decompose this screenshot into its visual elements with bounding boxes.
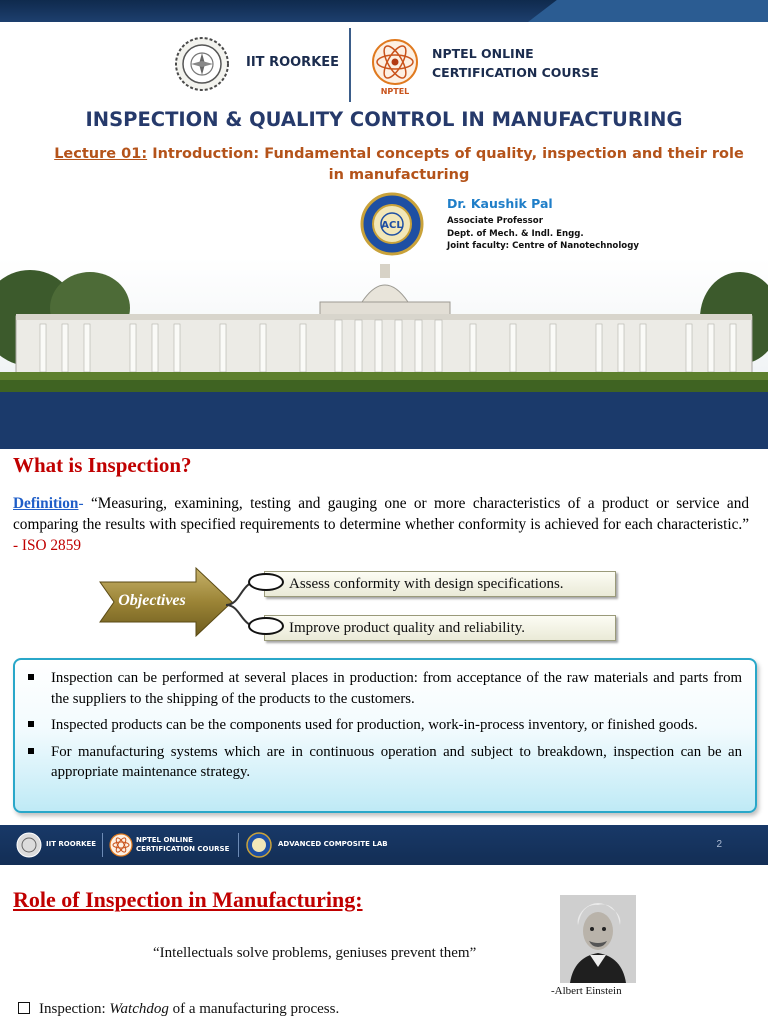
nptel-footer-logo-icon	[108, 832, 134, 858]
lecture-title: Introduction: Fundamental concepts of quality, inspection and their role in manufacturing	[152, 146, 744, 183]
inspection-facts-panel	[13, 658, 757, 813]
objective-item	[264, 615, 616, 641]
professor-title: Associate Professor	[447, 216, 543, 226]
nptel-logo-icon	[366, 36, 424, 96]
nptel-line-2: CERTIFICATION COURSE	[432, 65, 599, 80]
square-bullet-icon	[28, 674, 34, 680]
iso-reference: - ISO 2859	[13, 537, 81, 554]
objective-text: Improve product quality and reliability.	[289, 620, 526, 636]
quote-attribution: -Albert Einstein	[551, 985, 622, 997]
objective-bullet-oval	[248, 617, 284, 635]
footer-separator	[238, 833, 239, 857]
iit-roorkee-footer-logo-icon	[16, 832, 42, 858]
advanced-composite-lab-badge-icon	[352, 192, 432, 256]
slide-title: Role of Inspection in Manufacturing:	[13, 887, 363, 912]
footer-nptel-line-2: CERTIFICATION COURSE	[136, 845, 230, 853]
checkbox-bullet-icon	[18, 1002, 30, 1014]
role-bullet-suffix: of a manufacturing process.	[168, 1001, 340, 1017]
objective-text: Assess conformity with design specifications.	[289, 576, 564, 592]
acl-footer-logo-icon	[246, 832, 272, 858]
logo-row	[0, 28, 768, 104]
list-item	[27, 668, 742, 709]
title-slide-bottom-band	[0, 392, 768, 449]
einstein-quote: “Intellectuals solve problems, geniuses prevent them”	[153, 945, 477, 961]
square-bullet-icon	[28, 748, 34, 754]
page-number: 2	[716, 839, 722, 850]
bullet-text: For manufacturing systems which are in continuous operation and subject to breakdown, inspection can be an appropriate maintenance strategy.	[51, 743, 742, 780]
badge-text: ACL	[381, 220, 403, 231]
top-band-accent	[528, 0, 768, 22]
definition-paragraph	[13, 493, 749, 556]
list-item	[27, 715, 742, 736]
main-building-image	[0, 258, 768, 394]
square-bullet-icon	[28, 721, 34, 727]
objective-bullet-oval	[248, 573, 284, 591]
objective-item	[264, 571, 616, 597]
bullet-text: Inspected products can be the components used for production, work-in-process inventory, or finished goods.	[51, 717, 698, 733]
role-of-inspection-slide	[0, 865, 768, 1024]
footer-nptel-line-1: NPTEL ONLINE	[136, 836, 193, 844]
nptel-logo-text: NPTEL	[380, 87, 410, 96]
objectives-label: Objectives	[118, 592, 186, 609]
definition-text: “Measuring, examining, testing and gauging one or more characteristics of a product or service and comparing the results with specified requirements to determine whether conformity is achieved for each characteristic.”	[13, 495, 749, 533]
list-item	[27, 742, 742, 783]
footer-institute: IIT ROORKEE	[46, 840, 97, 848]
role-bullet-emphasis: Watchdog	[109, 1001, 169, 1017]
inspection-slide	[0, 449, 768, 865]
inspection-facts-list	[15, 660, 755, 783]
footer-separator	[102, 833, 103, 857]
iit-roorkee-seal-icon	[174, 36, 230, 92]
footer-lab-name: ADVANCED COMPOSITE LAB	[278, 840, 388, 848]
role-bullet-prefix: Inspection:	[39, 1001, 110, 1017]
title-slide	[0, 0, 768, 449]
role-bullet	[18, 1001, 339, 1018]
professor-affiliation: Joint faculty: Centre of Nanotechnology	[447, 241, 639, 251]
nptel-line-1: NPTEL ONLINE	[432, 46, 534, 61]
bullet-text: Inspection can be performed at several places in production: from acceptance of the raw materials and parts from the suppliers to the shipping of the products to the customers.	[51, 670, 742, 707]
professor-name: Dr. Kaushik Pal	[447, 196, 553, 211]
institute-name: IIT ROORKEE	[246, 55, 340, 70]
lecture-heading	[54, 144, 744, 186]
definition-label: Definition	[13, 495, 79, 512]
lecture-number: Lecture 01:	[54, 146, 148, 162]
slide-footer	[0, 825, 768, 865]
professor-department: Dept. of Mech. & Indl. Engg.	[447, 229, 584, 239]
course-title: INSPECTION & QUALITY CONTROL IN MANUFACTURING	[85, 108, 683, 131]
logo-divider	[349, 28, 351, 102]
albert-einstein-photo	[560, 895, 636, 983]
slide-title: What is Inspection?	[13, 453, 192, 477]
definition-dash: -	[78, 495, 91, 512]
